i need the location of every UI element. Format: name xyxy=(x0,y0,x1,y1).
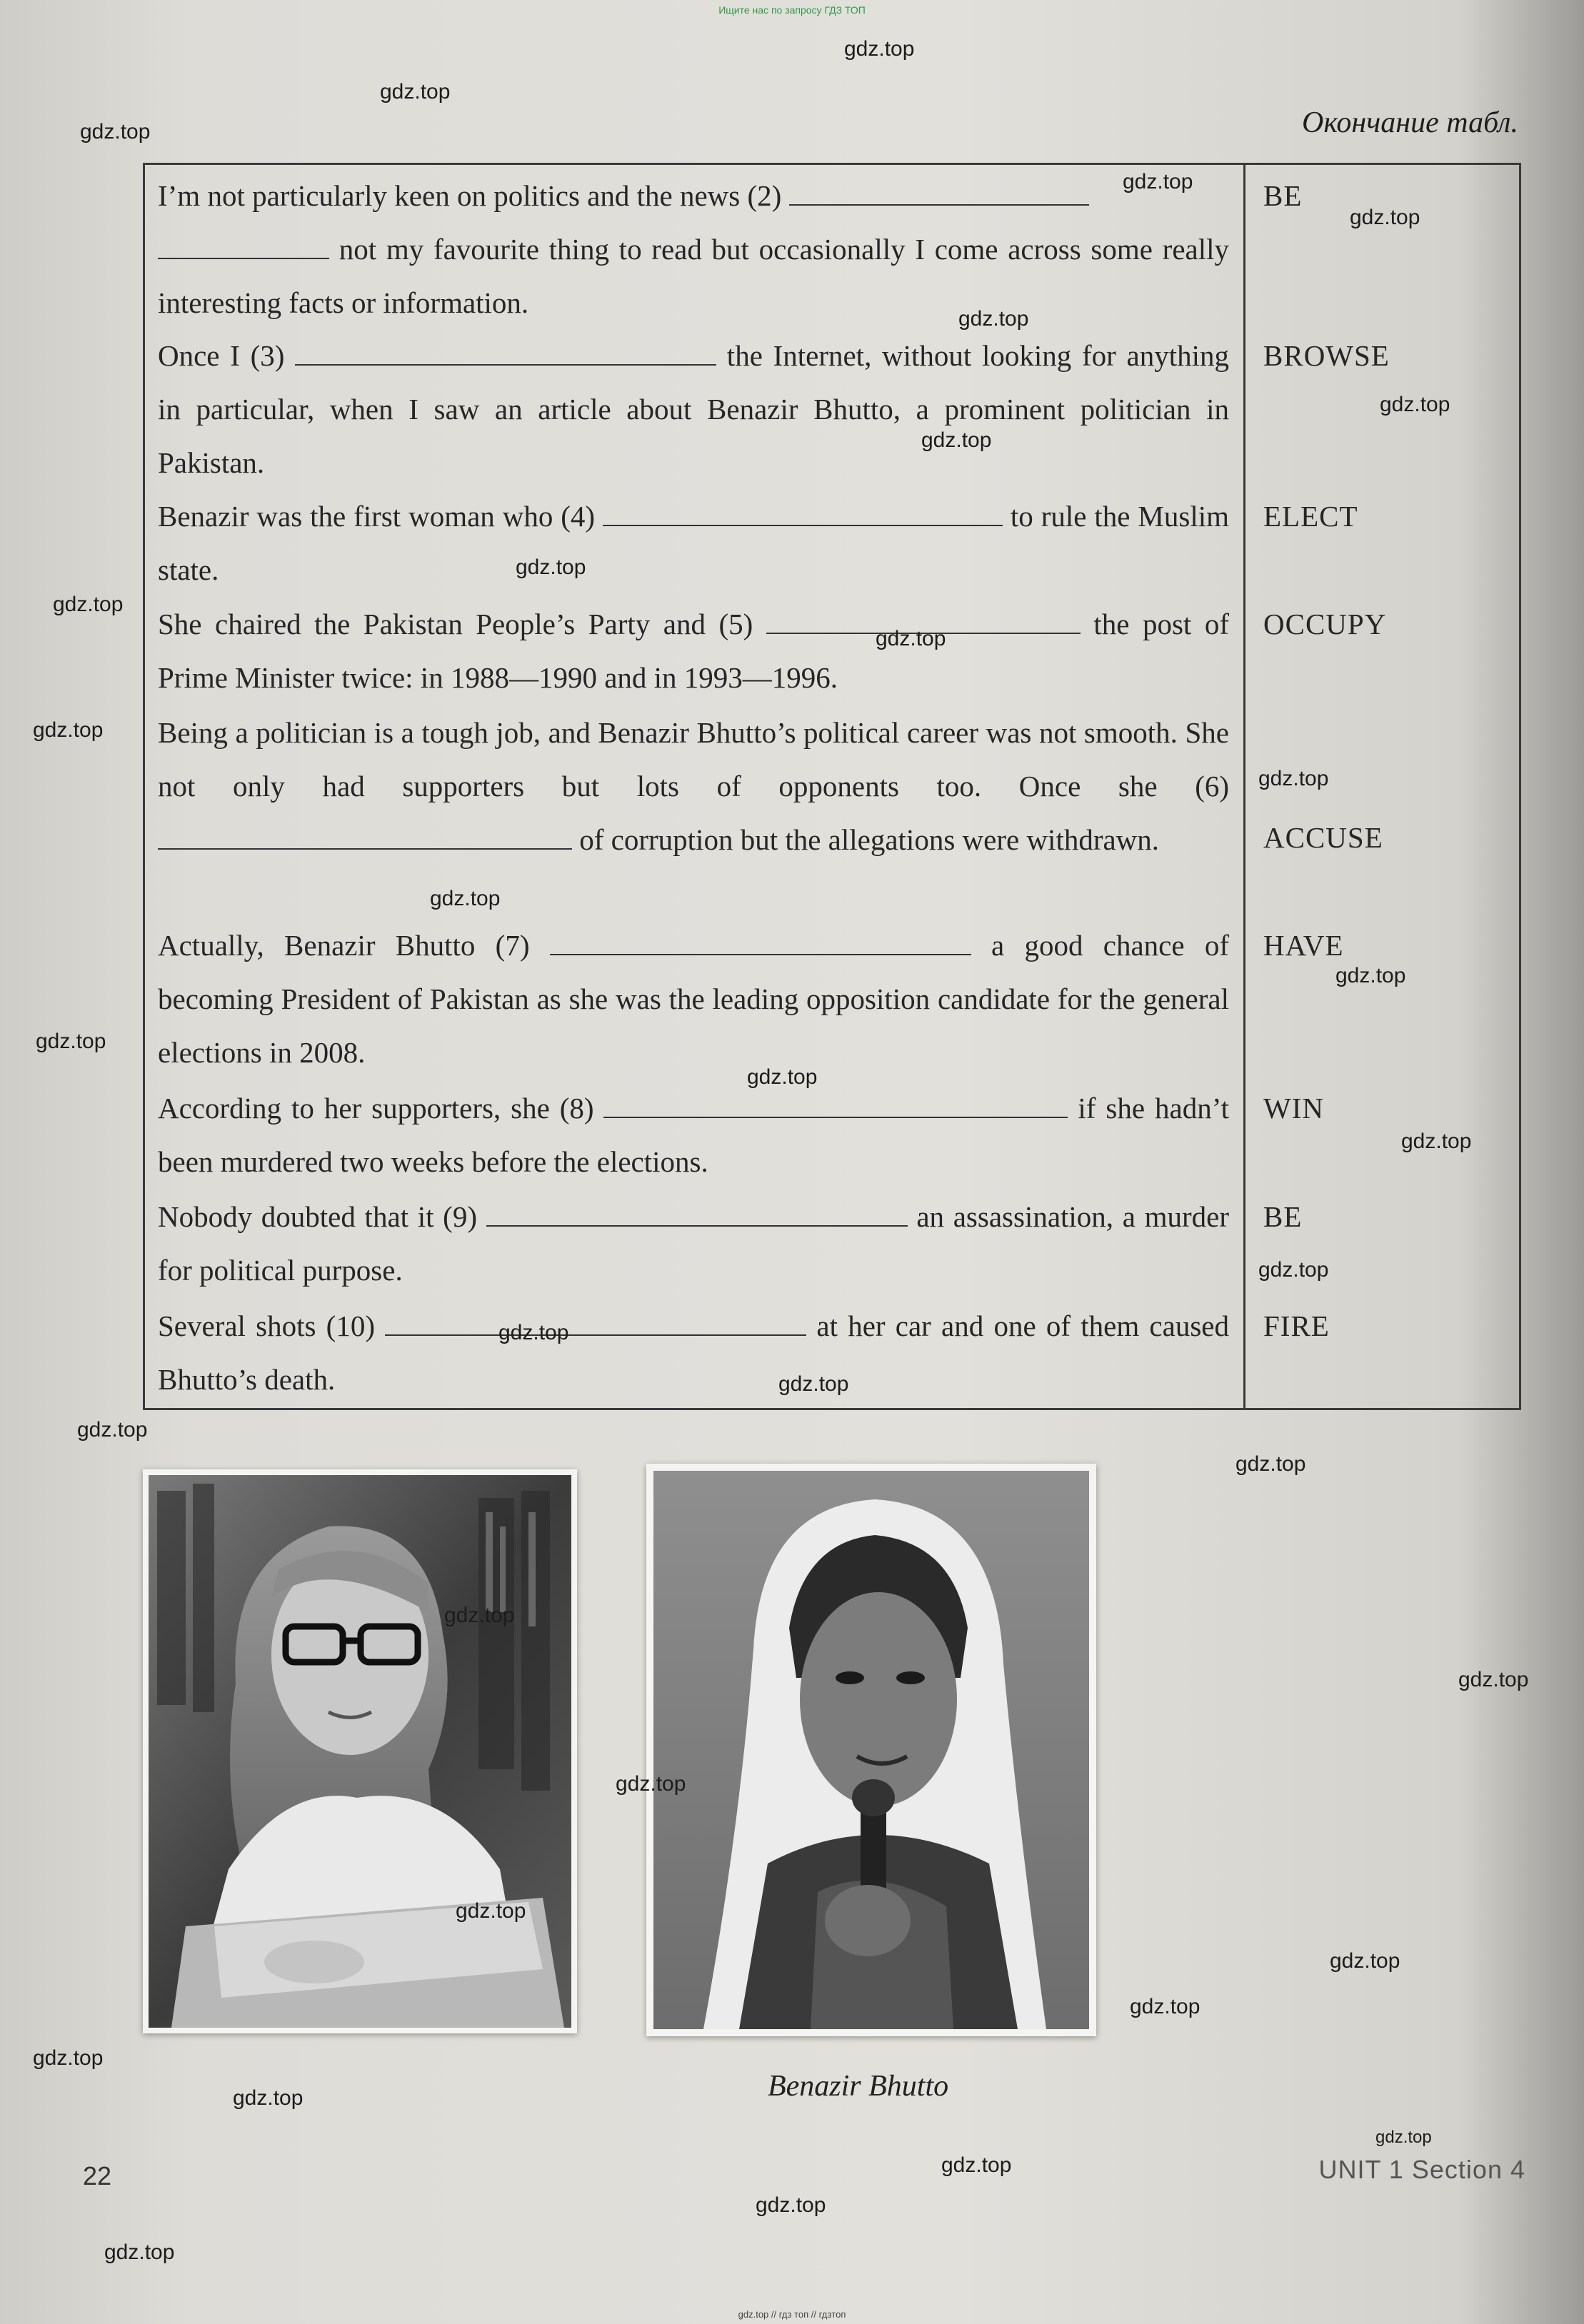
row-text-after: a good chance of becoming President of Pakistan as she was the leading opposition candidate for the general elections in 2008. xyxy=(158,929,1229,1069)
answer-gap-2-cont xyxy=(158,236,329,259)
watermark-text: gdz.top xyxy=(1130,1995,1200,2018)
column-divider xyxy=(1243,165,1245,1408)
watermark-text: gdz.top xyxy=(380,80,451,104)
watermark-text: gdz.top xyxy=(1350,206,1420,229)
watermark-text: gdz.top xyxy=(516,555,586,579)
answer-gap-2[interactable] xyxy=(789,183,1089,206)
watermark-text: gdz.top xyxy=(33,718,104,742)
row-text-after: an assassination, a murder for political purpose. xyxy=(158,1200,1229,1287)
row-text xyxy=(158,490,1229,597)
row-text-after: the post of Prime Minister twice: in 1988—1990 and in 1993—1996. xyxy=(158,608,1230,694)
watermark-text: gdz.top xyxy=(1258,1258,1329,1282)
bhutto-photo-illustration xyxy=(646,1464,1096,2036)
watermark-text: gdz.top xyxy=(1401,1130,1472,1153)
unit-section-label: UNIT 1 Section 4 xyxy=(1318,2155,1525,2184)
row-verb: BE xyxy=(1263,179,1303,212)
row-verb: BE xyxy=(1263,1200,1303,1233)
answer-gap-4[interactable] xyxy=(603,503,1003,526)
watermark-text: gdz.top xyxy=(456,1899,526,1923)
benazir-bhutto-portrait-photo xyxy=(646,1464,1096,2036)
watermark-text: gdz.top xyxy=(53,593,124,616)
answer-gap-3[interactable] xyxy=(295,343,716,366)
row-text xyxy=(158,329,1229,490)
row-text-after: the Internet, without looking for anything in particular, when I saw an article about Benazir Bhutto, a prominent politician in Pakistan. xyxy=(158,339,1229,479)
row-text-after: at her car and one of them caused Bhutto’s death. xyxy=(158,1309,1229,1396)
row-text xyxy=(158,706,1229,867)
row-verb: BROWSE xyxy=(1263,339,1390,372)
watermark-text: gdz.top xyxy=(430,887,501,910)
watermark-text: gdz.top xyxy=(958,307,1029,331)
top-banner[interactable]: Ищите нас по запросу ГДЗ ТОП xyxy=(718,4,866,16)
row-verb: FIRE xyxy=(1263,1309,1330,1342)
row-verb: ACCUSE xyxy=(1263,821,1383,854)
answer-gap-10[interactable] xyxy=(385,1313,806,1336)
watermark-text: gdz.top xyxy=(1380,393,1450,416)
watermark-text: gdz.top xyxy=(33,2046,104,2070)
watermark-text: gdz.top xyxy=(876,627,946,650)
watermark-text: gdz.top xyxy=(844,37,915,61)
watermark-text: gdz.top xyxy=(778,1372,849,1396)
row-text xyxy=(158,598,1229,705)
student-with-laptop-photo xyxy=(143,1469,577,2033)
watermark-text: gdz.top xyxy=(1123,170,1193,193)
row-text-before: Actually, Benazir Bhutto (7) xyxy=(158,929,550,962)
watermark-text: gdz.top xyxy=(756,2193,826,2217)
row-text-after: of corruption but the allegations were withdrawn. xyxy=(572,823,1160,856)
row-text-before: I’m not particularly keen on politics and the news (2) xyxy=(158,179,789,212)
watermark-text: gdz.top xyxy=(77,1418,148,1442)
row-text xyxy=(158,169,1229,330)
row-verb: HAVE xyxy=(1263,929,1344,962)
row-text-before: Nobody doubted that it (9) xyxy=(158,1200,486,1233)
row-text xyxy=(158,1299,1229,1407)
watermark-text: gdz.top xyxy=(36,1030,106,1053)
row-text-after: to rule the Muslim state. xyxy=(158,500,1229,586)
watermark-text: gdz.top xyxy=(1258,767,1329,790)
row-text xyxy=(158,919,1229,1080)
watermark-text: gdz.top xyxy=(1235,1452,1306,1476)
watermark-text: gdz.top xyxy=(80,120,151,144)
watermark-text: gdz.top xyxy=(104,2240,175,2264)
watermark-text: gdz.top xyxy=(1375,2128,1432,2147)
watermark-text: gdz.top xyxy=(444,1604,515,1627)
watermark-text: gdz.top xyxy=(1335,964,1406,987)
watermark-text: gdz.top xyxy=(1458,1668,1529,1691)
table-continuation-title: Окончание табл. xyxy=(1302,106,1518,139)
row-text xyxy=(158,1082,1229,1189)
row-verb: OCCUPY xyxy=(1263,608,1387,640)
watermark-text: gdz.top xyxy=(1330,1949,1400,1973)
row-verb: WIN xyxy=(1263,1092,1324,1125)
watermark-text: gdz.top xyxy=(941,2153,1012,2177)
row-text-after: not my favourite thing to read but occasionally I come across some really interesting facts or information. xyxy=(158,233,1229,319)
photo-caption: Benazir Bhutto xyxy=(768,2070,949,2103)
row-text-before: Benazir was the first woman who (4) xyxy=(158,500,603,533)
row-text-before: According to her supporters, she (8) xyxy=(158,1092,604,1125)
row-text-before: Once I (3) xyxy=(158,339,296,372)
watermark-text: gdz.top xyxy=(498,1321,569,1344)
answer-gap-8[interactable] xyxy=(603,1095,1068,1118)
bottom-banner[interactable]: gdz.top // гдз топ // гдзтоп xyxy=(738,2309,846,2320)
student-photo-illustration xyxy=(143,1469,577,2033)
answer-gap-7[interactable] xyxy=(550,932,971,955)
watermark-text: gdz.top xyxy=(616,1772,686,1796)
row-text-before: Several shots (10) xyxy=(158,1309,386,1342)
row-text-before: She chaired the Pakistan People’s Party and (5) xyxy=(158,608,766,640)
row-text-after: if she hadn’t been murdered two weeks before the elections. xyxy=(158,1092,1229,1178)
watermark-text: gdz.top xyxy=(921,428,992,452)
answer-gap-9[interactable] xyxy=(486,1204,908,1227)
row-text xyxy=(158,1190,1229,1297)
watermark-text: gdz.top xyxy=(747,1065,818,1089)
watermark-text: gdz.top xyxy=(233,2086,304,2110)
answer-gap-6[interactable] xyxy=(158,827,572,850)
row-verb: ELECT xyxy=(1263,500,1358,533)
page-number: 22 xyxy=(83,2161,112,2190)
row-text-before: Being a politician is a tough job, and Benazir Bhutto’s political career was not smooth. She not only had supporters but lots of opponents too. Once she (6) xyxy=(158,716,1229,803)
